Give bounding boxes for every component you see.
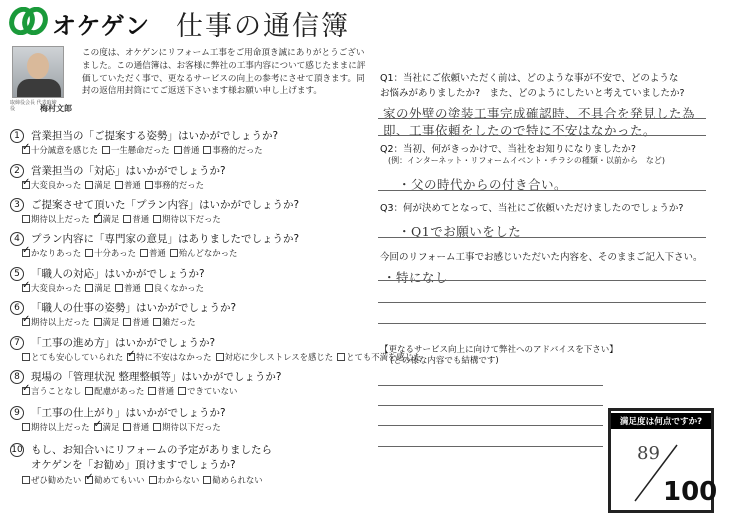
question-text: 「工事の仕上がり」はいかがでしょうか? [31, 407, 226, 419]
question-number: 4 [10, 232, 24, 246]
president-photo [12, 46, 64, 98]
question-1 [10, 128, 278, 143]
question-6 [10, 300, 236, 315]
answer-line [378, 385, 603, 386]
answer-2: ・父の時代からの付き合い。 [398, 177, 568, 192]
answer-line [378, 323, 706, 324]
option[interactable] [94, 316, 120, 328]
answer-line [378, 135, 706, 136]
checkbox[interactable] [127, 353, 135, 361]
checkbox[interactable] [85, 284, 93, 292]
option[interactable] [85, 247, 136, 259]
option[interactable] [85, 282, 111, 294]
option-label: とても安心していられた [31, 352, 124, 362]
question-text: ご提案させて頂いた「プラン内容」はいかがでしょうか? [31, 199, 300, 211]
checkbox[interactable] [337, 353, 345, 361]
answer-3: ・Q1でお願いをした [398, 224, 522, 239]
checkbox[interactable] [174, 146, 182, 154]
checkbox[interactable] [94, 318, 102, 326]
option[interactable] [22, 213, 90, 225]
question-text: 営業担当の「ご提案する姿勢」はいかがでしょうか? [31, 130, 279, 142]
question-9 [10, 405, 226, 420]
question-4 [10, 231, 299, 246]
option[interactable] [22, 144, 98, 156]
option-label: 十分誠意を感じた [31, 145, 98, 155]
option[interactable] [102, 144, 170, 156]
option-label: かなりあった [31, 248, 82, 258]
answer-line [378, 280, 706, 281]
checkbox[interactable] [85, 181, 93, 189]
q3-text: Q3：何が決めてとなって、当社にご依頼いただけましたのでしょうか? [380, 203, 684, 214]
option-row [22, 247, 241, 259]
option[interactable] [170, 247, 238, 259]
option[interactable] [115, 282, 141, 294]
checkbox[interactable] [153, 318, 161, 326]
advice-heading: 【更なるサービス向上に向けて弊社へのアドバイスを下さい】 [380, 345, 618, 355]
option[interactable] [123, 421, 149, 433]
option[interactable] [22, 179, 81, 191]
option[interactable] [123, 213, 149, 225]
option-label: 満足 [102, 214, 120, 224]
option-label: 普通 [132, 422, 150, 432]
option[interactable] [203, 144, 262, 156]
option[interactable] [22, 385, 81, 397]
option[interactable] [94, 213, 120, 225]
checkbox[interactable] [149, 476, 157, 484]
answer-line [378, 118, 706, 119]
option-row [22, 421, 225, 433]
answer-1a: 家の外壁の塗装工事完成確認時、不具合を発見した為 [383, 106, 696, 121]
checkbox[interactable] [178, 387, 186, 395]
checkbox[interactable] [94, 423, 102, 431]
question-number: 1 [10, 129, 24, 143]
option[interactable] [22, 247, 81, 259]
checkbox[interactable] [145, 181, 153, 189]
option-label: 十分あった [94, 248, 136, 258]
option-label: 事務的だった [212, 145, 263, 155]
option[interactable] [22, 421, 90, 433]
question-10 [10, 442, 272, 457]
option-label: 普通 [124, 283, 141, 293]
option-label: 大変良かった [31, 180, 82, 190]
score-max: 100 [663, 477, 718, 507]
option-label: 満足 [102, 422, 120, 432]
option[interactable] [145, 282, 204, 294]
option-label: 雑だった [162, 317, 196, 327]
option-label: 満足 [94, 180, 111, 190]
q1-text-2: お悩みがありましたか? また、どのようにしたいと考えていましたか? [380, 88, 685, 99]
option-label: 期待以上だった [31, 422, 90, 432]
option[interactable] [174, 144, 200, 156]
score-title: 満足度は何点ですか? [611, 413, 711, 429]
checkbox[interactable] [22, 146, 30, 154]
checkbox[interactable] [22, 423, 30, 431]
checkbox[interactable] [22, 249, 30, 257]
option[interactable] [153, 421, 221, 433]
checkbox[interactable] [22, 318, 30, 326]
option-label: 大変良かった [31, 283, 82, 293]
checkbox[interactable] [22, 353, 30, 361]
checkbox[interactable] [140, 249, 148, 257]
option-label: 言うことなし [31, 386, 82, 396]
option-row [22, 282, 208, 294]
option[interactable] [22, 351, 123, 363]
checkbox[interactable] [123, 318, 131, 326]
checkbox[interactable] [102, 146, 110, 154]
question-2 [10, 163, 226, 178]
option[interactable] [22, 316, 90, 328]
option[interactable] [85, 385, 144, 397]
option[interactable] [22, 282, 81, 294]
checkbox[interactable] [85, 476, 93, 484]
option[interactable] [85, 474, 144, 486]
option-label: 普通 [148, 248, 166, 258]
option[interactable] [94, 421, 120, 433]
option[interactable] [85, 179, 111, 191]
question-text: もし、お知合いにリフォームの予定がありましたら [31, 444, 272, 456]
checkbox[interactable] [22, 387, 30, 395]
question-number: 5 [10, 267, 24, 281]
answer-line [378, 425, 603, 426]
advice-subheading: (どの様な内容でも結構です) [390, 356, 499, 366]
option-row [22, 385, 241, 397]
option[interactable] [127, 351, 211, 363]
brand-logo-mark [8, 7, 50, 35]
question-number: 8 [10, 370, 24, 384]
option[interactable] [203, 474, 262, 486]
q4-text: 今回のリフォーム工事でお感じいただいた内容を、そのままご記入下さい。 [380, 252, 703, 263]
checkbox[interactable] [148, 387, 156, 395]
option-label: 満足 [94, 283, 111, 293]
question-number: 7 [10, 336, 24, 350]
option[interactable] [153, 213, 221, 225]
checkbox[interactable] [203, 476, 211, 484]
answer-line [378, 190, 706, 191]
score-value: 89 [637, 443, 660, 464]
page-title: 仕事の通信簿 [176, 11, 350, 42]
option-label: 普通 [132, 317, 150, 327]
question-number: 6 [10, 301, 24, 315]
checkbox[interactable] [123, 423, 131, 431]
answer-line [378, 405, 603, 406]
option-label: 満足 [102, 317, 120, 327]
question-number: 9 [10, 406, 24, 420]
signature-role: 取締役会長 代表取締役 [10, 100, 57, 112]
checkbox[interactable] [153, 423, 161, 431]
answer-line [378, 446, 603, 447]
option-label: 期待以下だった [162, 214, 221, 224]
option-label: 普通 [157, 386, 175, 396]
answer-4: ・特になし [383, 270, 449, 285]
option-row [22, 144, 267, 156]
answer-1b: 即、工事依頼をしたので特に不安はなかった。 [383, 123, 657, 138]
question-number: 2 [10, 164, 24, 178]
score-box [608, 408, 718, 513]
q2-text: Q2：当初、何がきっかけで、当社をお知りになりましたか? [380, 144, 636, 155]
checkbox[interactable] [85, 249, 93, 257]
option-label: 普通 [132, 214, 150, 224]
option[interactable] [140, 247, 166, 259]
checkbox[interactable] [115, 181, 123, 189]
option-label: 期待以下だった [162, 422, 221, 432]
option-row [22, 316, 200, 328]
question-text: 営業担当の「対応」はいかがでしょうか? [31, 165, 226, 177]
checkbox[interactable] [22, 284, 30, 292]
option[interactable] [149, 474, 200, 486]
option-label: とても不満を感じた [346, 352, 422, 362]
checkbox[interactable] [145, 284, 153, 292]
option-label: 勧めてもいい [94, 475, 145, 485]
checkbox[interactable] [115, 284, 123, 292]
option[interactable] [115, 179, 141, 191]
option[interactable] [178, 385, 237, 397]
question-text: 「職人の仕事の姿勢」はいかがでしょうか? [31, 302, 237, 314]
checkbox[interactable] [22, 181, 30, 189]
option-label: 対応に少しストレスを感じた [224, 352, 334, 362]
question-number: 10 [11, 445, 23, 455]
option-label: わからない [157, 475, 200, 485]
checkbox[interactable] [85, 387, 93, 395]
option-label: 配慮があった [94, 386, 145, 396]
option[interactable] [145, 179, 204, 191]
option-label: 勧められない [212, 475, 263, 485]
option-label: 良くなかった [153, 283, 204, 293]
brand-name: オケゲン [52, 12, 151, 40]
question-text-line2: オケゲンを「お勧め」頂けますでしょうか? [31, 459, 236, 471]
option-row [22, 351, 426, 363]
checkbox[interactable] [203, 146, 211, 154]
answer-line [378, 237, 706, 238]
option[interactable] [148, 385, 174, 397]
option-label: できていない [187, 386, 238, 396]
answer-line [378, 302, 706, 303]
checkbox[interactable] [123, 215, 131, 223]
question-text: 「職人の対応」はいかがでしょうか? [31, 268, 205, 280]
checkbox[interactable] [216, 353, 224, 361]
q1-text: Q1：当社にご依頼いただく前は、どのような事が不安で、どのような [380, 73, 679, 84]
option-label: 特に不安はなかった [136, 352, 212, 362]
option[interactable] [216, 351, 334, 363]
q2-subtext: (例：インターネット・リフォームイベント・チラシの種類・以前から など) [388, 156, 665, 165]
option[interactable] [123, 316, 149, 328]
option-label: 普通 [182, 145, 200, 155]
question-text: 「工事の進め方」はいかがでしょうか? [31, 337, 216, 349]
question-text: 現場の「管理状況 整理整頓等」はいかがでしょうか? [31, 371, 282, 383]
checkbox[interactable] [22, 476, 30, 484]
option-label: 殆んどなかった [178, 248, 238, 258]
checkbox[interactable] [153, 215, 161, 223]
option-row [22, 179, 208, 191]
option-label: 事務的だった [153, 180, 204, 190]
question-7 [10, 335, 215, 350]
checkbox[interactable] [22, 215, 30, 223]
question-number: 3 [10, 198, 24, 212]
question-5 [10, 266, 205, 281]
option-row [22, 213, 225, 225]
checkbox[interactable] [170, 249, 178, 257]
option-label: 期待以上だった [31, 214, 90, 224]
option-label: 期待以上だった [31, 317, 90, 327]
intro-text: この度は、オケゲンにリフォーム工事をご用命頂き誠にありがとうございました。この通信簿は、お客様に弊社の工事内容について感じたままに評価していただく事で、更なるサービスの向上の参考にさせて頂きます。同封の返信用封筒にてご返送下さいます様お願い申し上げます。 [82, 48, 366, 97]
question-3 [10, 197, 299, 212]
option-row [22, 474, 267, 486]
signature-name: 梅村文郎 [40, 104, 72, 113]
option-label: ぜひ勧めたい [31, 475, 82, 485]
question-8 [10, 369, 281, 384]
checkbox[interactable] [94, 215, 102, 223]
option[interactable] [22, 474, 81, 486]
option-label: 一生懸命だった [111, 145, 170, 155]
question-text: プラン内容に「専門家の意見」はありましたでしょうか? [31, 233, 300, 245]
option[interactable] [153, 316, 196, 328]
option-label: 普通 [124, 180, 141, 190]
